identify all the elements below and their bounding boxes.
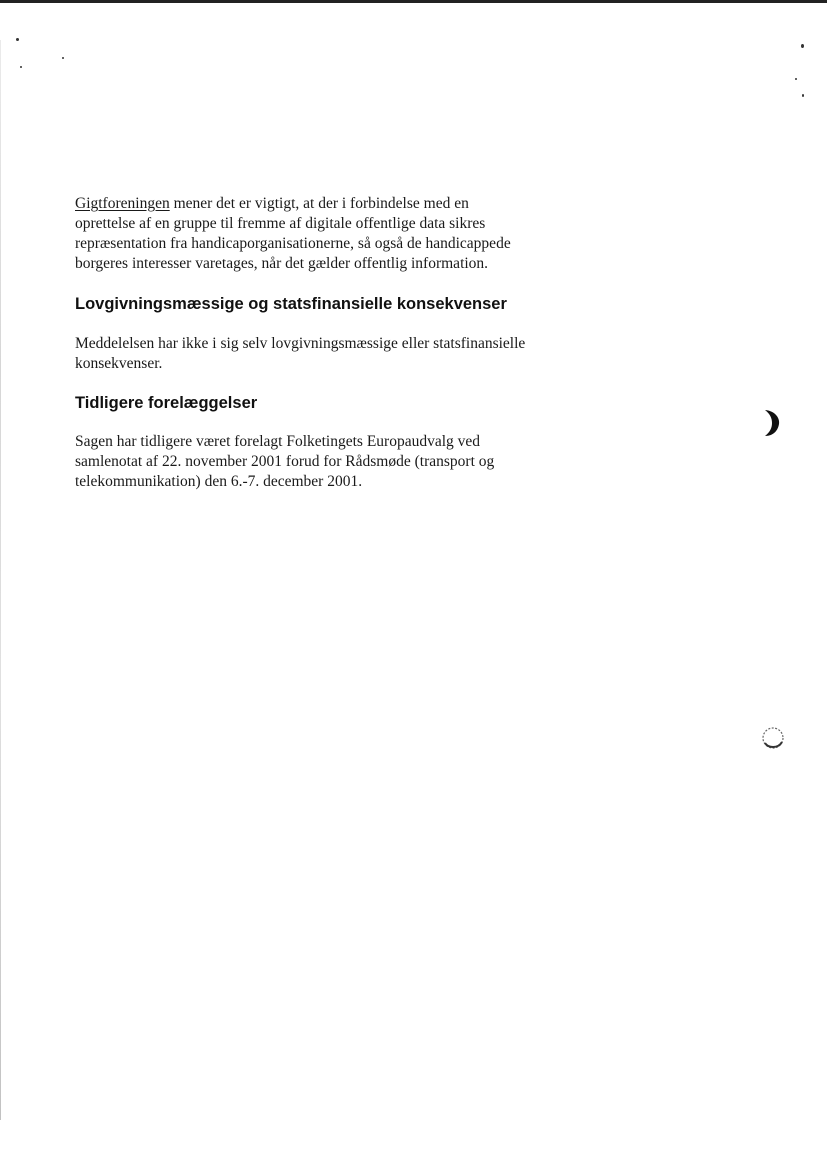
scan-speck [62,57,64,59]
scan-speck [16,38,19,41]
scan-left-edge [0,40,1,1120]
paragraph-previous: Sagen har tidligere været forelagt Folketingets Europaudvalg ved samlenotat af 22. november 2001 forud for Rådsmøde (transport og telekommunikation) den 6.-7. december 2001. [75,433,495,490]
section-heading-consequences: Lovgivningsmæssige og statsfinansielle konsekvenser [75,295,507,313]
scan-speck [802,94,804,97]
organisation-name: Gigtforeningen [75,195,170,212]
paragraph-gigtforeningen [75,194,595,274]
scan-speck [795,78,797,80]
document-body [75,194,595,492]
section-heading-previous: Tidligere forelæggelser [75,394,258,412]
scan-speck [801,44,804,48]
paragraph-text: mener det er vigtigt, at der i forbindelse med en oprettelse af en gruppe til fremme af digitale offentlige data sikres repræsentation fra handicaporganisationerne, så også de handicappede borgeres interesser varetages, når det gælder offentlig information. [75,195,511,272]
scan-top-edge [0,0,827,3]
punch-hole-ring [760,725,786,751]
scan-speck [20,66,22,68]
punch-hole-mark [762,408,780,438]
paragraph-consequences: Meddelelsen har ikke i sig selv lovgivningsmæssige eller statsfinansielle konsekvenser. [75,335,526,372]
